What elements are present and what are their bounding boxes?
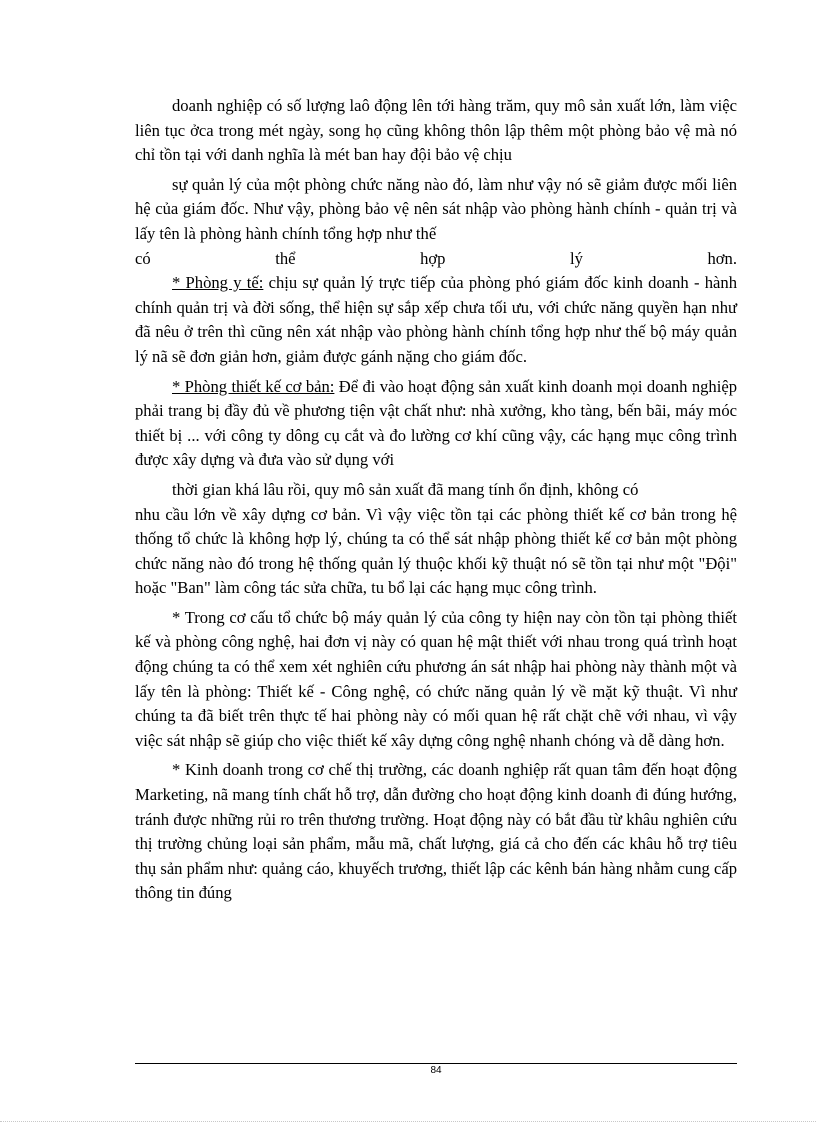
paragraph-1: doanh nghiệp có số lượng laô động lên tới hàng trăm, quy mô sản xuất lớn, làm việc liên tục ởca trong mét ngày, song họ cũng không thôn lập thêm một phòng bảo vệ mà nó chỉ tồn tại với danh nghĩa là mét ban hay đội bảo vệ chịu [135, 96, 737, 165]
paragraph-phong-y-te-body: chịu sự quản lý trực tiếp của phòng phó giám đốc kinh doanh - hành chính quản trị và đời sống, thể hiện sự sắp xếp chưa tối ưu, với chức năng quyền hạn như đã nêu ở trên thì cũng nên xát nhập vào phòng hành chính tổng hợp như thế bộ máy quản lý nã sẽ đơn giản hơn, giảm được gánh nặng cho giám đốc. [135, 273, 737, 366]
paragraph-phong-y-te [135, 271, 737, 369]
paragraph-phong-thiet-ke-body: Để đi vào hoạt động sản xuất kinh doanh mọi doanh nghiệp phải trang bị đầy đủ về phương tiện vật chất như: nhà xưởng, kho tàng, bến bãi, máy móc thiết bị ... với công ty dông cụ cắt và đo lường cơ khí cũng vậy, các hạng mục công trình được xây dựng và đưa vào sử dụng với [135, 376, 737, 470]
paragraph-5-rest: nhu cầu lớn về xây dựng cơ bản. Vì vậy việc tồn tại các phòng thiết kế cơ bản trong hệ thống tổ chức là không hợp lý, chúng ta có thể sát nhập phòng thiết kế cơ bản một phòng chức năng nào đó trong hệ thống quản lý thuộc khối kỹ thuật nó sẽ tồn tại như một "Đội" hoặc "Ban" làm công tác sửa chữa, tu bổ lại các hạng mục công trình. [135, 504, 737, 598]
paragraph-phong-thiet-ke [135, 375, 737, 473]
heading-phong-y-te: * Phòng y tế: [172, 273, 264, 293]
page-edge-divider [0, 1121, 816, 1122]
paragraph-2: sự quản lý của một phòng chức năng nào đó, làm như vậy nó sẽ giảm được mối liên hệ của giám đốc. Như vậy, phòng bảo vệ nên sát nhập vào phòng hành chính - quản trị và lấy tên là phòng hành chính tổng hợp như thế [135, 174, 737, 243]
paragraph-kinh-doanh: * Kinh doanh trong cơ chế thị trường, các doanh nghiệp rất quan tâm đến hoạt động Marketing, nã mang tính chất hỗ trợ, dẫn đường cho hoạt động kinh doanh đi đúng hướng, tránh được những rủi ro trên thương trường. Hoạt động này có bắt đầu từ khâu nghiên cứu thị trường chủng loại sản phẩm, mẫu mã, chất lượng, giá cả cho đến các khâu hỗ trợ tiêu thụ sản phẩm như: quảng cáo, khuyếch trương, thiết lập các kênh bán hàng nhằm cung cấp thông tin đúng [135, 760, 737, 903]
paragraph-co-cau-to-chuc: * Trong cơ cấu tổ chức bộ máy quản lý của công ty hiện nay còn tồn tại phòng thiết kế và phòng công nghệ, hai đơn vị này có quan hệ mật thiết với nhau trong quá trình hoạt động chúng ta có thể xem xét nghiên cứu phương án sát nhập hai phòng này thành một và lấy tên là phòng: Thiết kế - Công nghệ, có chức năng quản lý về mặt kỹ thuật. Vì như chúng ta đã biết trên thực tế hai phòng này có mối quan hệ rất chặt chẽ với nhau, vì vậy việc sát nhập sẽ giúp cho việc thiết kế xây dựng công nghệ nhanh chóng và dễ dàng hơn. [135, 607, 737, 750]
page-number: 84 [430, 1065, 442, 1076]
paragraph-5-first-line: thời gian khá lâu rồi, quy mô sản xuất đã mang tính ổn định, không có [172, 479, 639, 499]
page-body [135, 94, 737, 906]
paragraph-2-last-line: có thể hợp lý hơn. [135, 248, 737, 268]
heading-phong-thiet-ke: * Phòng thiết kế cơ bản: [172, 376, 335, 396]
footer-rule [135, 1063, 737, 1064]
